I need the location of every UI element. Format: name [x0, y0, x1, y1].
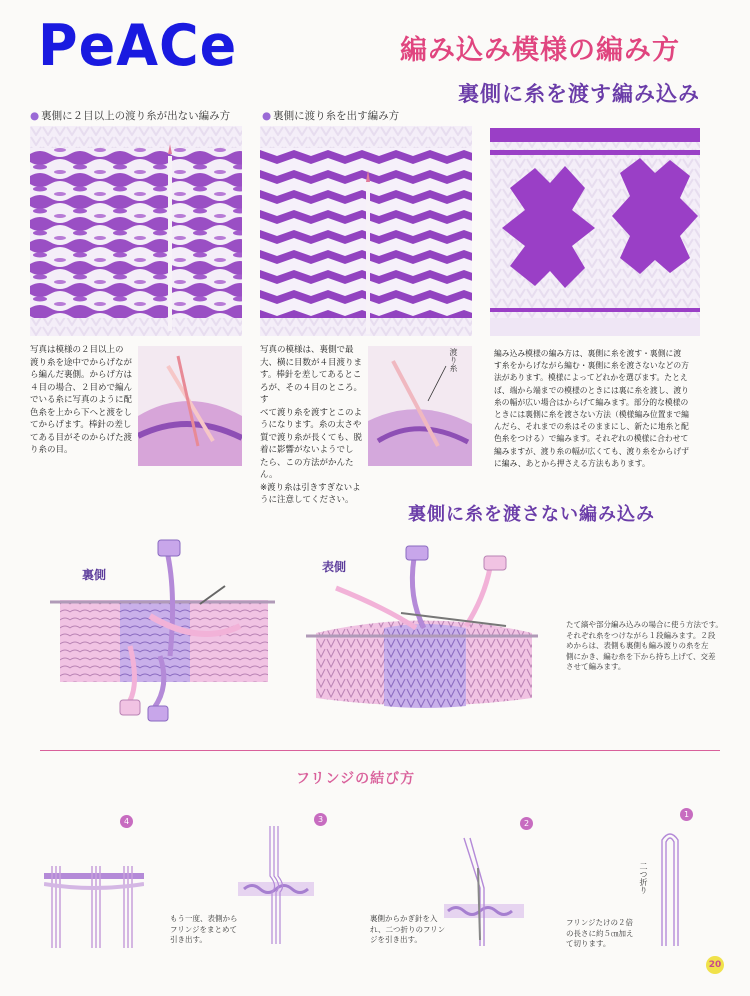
section-title-no-float: 裏側に糸を渡さない編み込み — [408, 504, 655, 525]
label-front-side: 表側 — [322, 560, 347, 574]
text-step4: もう一度、表側から フリンジをまとめて 引き出す。 — [170, 914, 238, 944]
text-step2: 裏側からかぎ針を入 れ、二つ折りのフリン ジを引き出す。 — [370, 914, 446, 944]
label-fold-in-half: 二つ折り — [639, 862, 648, 894]
photo-back-caught-floats — [30, 126, 242, 336]
fringe-diagram-step2 — [444, 828, 524, 948]
step-number-2: 2 — [520, 817, 533, 830]
text-caught-floats: 写真は模様の２目以上の 渡り糸を途中でからげなが ら編んだ裏側。からげ方は ４目の場合、２目めで編ん でいる糸に写真のように配 色糸を上から下へと渡をし てからげます。棒針の差し てある目がそのからげた渡 り糸の目。 — [30, 345, 133, 455]
page-title: 編み込み模様の編み方 — [400, 35, 680, 66]
photo-needle-closeup-left — [138, 346, 242, 466]
page-number: 20 — [706, 956, 724, 974]
text-floats: 写真の模様は、裏側で最 大、横に目数が４目渡りま す。棒針を差してあるとこ ろが、その４目のところ。す べて渡り糸を渡すとこのよ うになります。糸の太さや 質で渡り糸が長くても、脱 着に影響がないようでし たら、この方法がかんたん。 ※渡り糸は引きすぎないよ うに注意してください。 — [260, 345, 363, 505]
text-methods-overview: 編み込み模様の編み方は、裏側に糸を渡す・裏側に渡 す糸をからげながら編む・裏側に糸を渡さないなどの方 法があります。模様によってどれかを選びます。たとえ ば、端から端までの模様のときには裏に糸を渡し、渡り 糸の幅が広い場合はからげて編みます。部分的な模様の ときには裏側に糸を渡さない方法（模様編み位置まで編 んだら、それまでの糸はそのままにし、新たに地糸と配 色糸をつける）で編みます。それぞれの模様に合わせて 編みますが、渡り糸の幅が広くても、渡り糸をからげず に編み、あとから押さえる方法もあります。 — [494, 349, 689, 468]
section-title-carry-yarn: 裏側に糸を渡す編み込み — [458, 82, 700, 106]
photo-needle-closeup-mid — [368, 346, 472, 466]
diagram-front-side — [306, 538, 542, 728]
photo-snowflake-pattern — [490, 128, 700, 336]
label-back-side: 裏側 — [82, 568, 107, 582]
caption-mid: ● 裏側に渡り糸を出す編み方 — [262, 108, 399, 123]
step-number-3: 3 — [314, 813, 327, 826]
text-step1: フリンジたけの２倍 の長さに約５㎝加え て切ります。 — [566, 918, 634, 948]
step-number-4: 4 — [120, 815, 133, 828]
caption-left: ● 裏側に２目以上の渡り糸が出ない編み方 — [30, 108, 230, 123]
fringe-diagram-step3 — [238, 826, 314, 946]
section-title-fringe: フリンジの結び方 — [296, 771, 416, 787]
fringe-diagram-step1 — [650, 826, 690, 948]
photo-back-floats — [260, 126, 472, 336]
peace-logo: PeACe — [38, 12, 238, 79]
step-number-1: 1 — [680, 808, 693, 821]
diagram-back-side — [50, 536, 280, 726]
label-float-yarn: 渡り糸 — [449, 348, 458, 372]
section-divider — [40, 750, 720, 751]
fringe-diagram-step4 — [44, 856, 144, 948]
text-intarsia: たて縞や部分編み込みの場合に使う方法です。 それぞれ糸をつけながら１段編みます。２段 めからは、表側も裏側も編み渡りの糸を左 側にかき、編む糸を下から持ち上げて、交差 させて編みます。 — [566, 620, 723, 671]
